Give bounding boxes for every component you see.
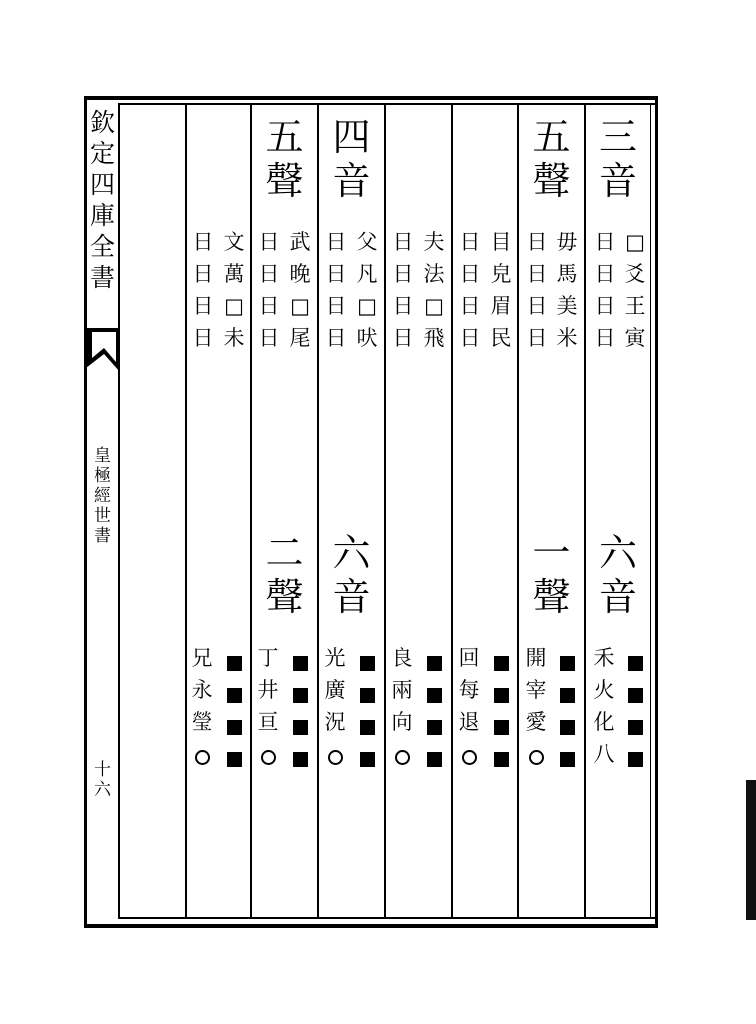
column-heading-char: 音	[598, 159, 637, 203]
syllable-char: 吠	[356, 326, 378, 350]
column-5-head2	[319, 531, 384, 622]
blank-square-mark	[227, 656, 242, 671]
column-heading-char: 三	[598, 115, 637, 159]
column-4-upper-b	[388, 232, 418, 360]
blank-square-mark	[427, 688, 442, 703]
syllable-char: 況	[324, 710, 346, 734]
column-3-lower-b	[453, 648, 485, 771]
right-border-inner	[650, 103, 651, 919]
page-number	[87, 762, 118, 802]
column-rule	[250, 103, 252, 919]
syllable-char: □	[357, 294, 377, 318]
section-title-char: 世	[94, 506, 111, 526]
column-heading-char: 音	[598, 575, 637, 619]
top-border-inner	[118, 103, 658, 105]
syllable-char: 丁	[257, 646, 279, 670]
column-heading-char: 六	[332, 531, 371, 575]
syllable-char: 萬	[223, 262, 245, 286]
column-3-upper-a	[486, 232, 516, 360]
bottom-border-inner	[118, 917, 658, 919]
syllable-char: 日	[392, 326, 414, 350]
column-2-lower-b	[520, 648, 552, 771]
syllable-char: 米	[556, 326, 578, 350]
syllable-char: 日	[192, 262, 214, 286]
syllable-char: 日	[392, 262, 414, 286]
column-rule	[517, 103, 519, 919]
blank-square-mark	[360, 656, 375, 671]
blank-square-mark	[628, 720, 643, 735]
blank-square-mark	[494, 656, 509, 671]
blank-square-mark	[560, 688, 575, 703]
syllable-char: 兩	[391, 678, 413, 702]
column-2-head2	[519, 531, 584, 622]
syllable-char: 武	[289, 230, 311, 254]
syllable-char: 向	[391, 710, 413, 734]
column-5-lower-b	[319, 648, 351, 771]
blank-square-mark	[560, 752, 575, 767]
syllable-char: 宰	[525, 678, 547, 702]
column-heading-char: 聲	[532, 159, 571, 203]
column-heading-char: 一	[532, 531, 571, 575]
empty-circle-mark	[261, 750, 276, 765]
column-heading-char: 音	[332, 575, 371, 619]
syllable-char: 日	[325, 294, 347, 318]
fish-tail-mark-icon	[86, 328, 120, 372]
column-2-upper-b	[522, 232, 552, 360]
syllable-char: 美	[556, 294, 578, 318]
syllable-char: □	[290, 294, 310, 318]
column-1-upper-a	[620, 232, 650, 360]
column-7-upper-a	[219, 232, 249, 360]
column-heading-char: 二	[265, 531, 304, 575]
syllable-char: 日	[594, 262, 616, 286]
blank-square-mark	[293, 688, 308, 703]
book-title-char: 書	[89, 263, 115, 292]
blank-square-mark	[360, 752, 375, 767]
column-6-upper-b	[254, 232, 284, 360]
syllable-char: 開	[525, 646, 547, 670]
column-heading-char: 音	[332, 159, 371, 203]
syllable-char: 八	[593, 742, 615, 766]
column-4-lower-a	[419, 648, 449, 776]
column-7-lower-b	[186, 648, 218, 771]
column-heading-char: 五	[265, 115, 304, 159]
section-title-char: 極	[94, 466, 111, 486]
empty-circle-mark	[529, 750, 544, 765]
syllable-char: 廣	[324, 678, 346, 702]
empty-circle-mark	[328, 750, 343, 765]
column-4-upper-a	[419, 232, 449, 360]
syllable-char: 日	[192, 326, 214, 350]
syllable-char: 法	[423, 262, 445, 286]
syllable-char: 光	[324, 646, 346, 670]
syllable-char: 化	[593, 710, 615, 734]
syllable-char: 日	[459, 294, 481, 318]
column-1-head2	[586, 531, 650, 622]
book-title	[87, 110, 118, 296]
column-6-lower-a	[285, 648, 315, 776]
column-5-lower-a	[352, 648, 382, 776]
column-3-upper-b	[455, 232, 485, 360]
column-5-upper-b	[321, 232, 351, 360]
syllable-char: 回	[458, 646, 480, 670]
column-heading-char: 聲	[265, 159, 304, 203]
column-6-head	[252, 115, 317, 206]
column-rule	[185, 103, 187, 919]
syllable-char: 日	[325, 326, 347, 350]
page-edge-shadow	[746, 780, 756, 920]
syllable-char: 飛	[423, 326, 445, 350]
empty-circle-mark	[395, 750, 410, 765]
syllable-char: □	[424, 294, 444, 318]
blank-square-mark	[628, 688, 643, 703]
section-title	[87, 448, 118, 548]
syllable-char: 毋	[556, 230, 578, 254]
syllable-char: 日	[192, 294, 214, 318]
column-5-head	[319, 115, 384, 206]
book-title-char: 四	[89, 170, 115, 199]
book-title-char: 全	[89, 232, 115, 261]
syllable-char: 日	[459, 326, 481, 350]
syllable-char: 爻	[624, 262, 646, 286]
column-heading-char: 五	[532, 115, 571, 159]
column-7-lower-a	[219, 648, 249, 776]
syllable-char: 日	[392, 294, 414, 318]
syllable-char: 民	[490, 326, 512, 350]
column-heading-char: 聲	[265, 575, 304, 619]
syllable-char: 日	[526, 294, 548, 318]
syllable-char: 日	[526, 230, 548, 254]
column-6-lower-b	[252, 648, 284, 771]
blank-square-mark	[293, 656, 308, 671]
right-border-outer	[655, 96, 658, 928]
blank-square-mark	[560, 720, 575, 735]
column-rule	[584, 103, 586, 919]
syllable-char: 日	[459, 262, 481, 286]
syllable-char: 目	[490, 230, 512, 254]
blank-square-mark	[227, 720, 242, 735]
syllable-char: 日	[325, 262, 347, 286]
syllable-char: 每	[458, 678, 480, 702]
column-2-head	[519, 115, 584, 206]
column-3-lower-a	[486, 648, 516, 776]
column-7-upper-b	[188, 232, 218, 360]
syllable-char: 寅	[624, 326, 646, 350]
column-4-lower-b	[386, 648, 418, 771]
syllable-char: 父	[356, 230, 378, 254]
syllable-char: 王	[624, 294, 646, 318]
column-1-lower-a	[620, 648, 650, 776]
blank-square-mark	[360, 688, 375, 703]
column-6-head2	[252, 531, 317, 622]
section-title-char: 皇	[94, 446, 111, 466]
syllable-char: 未	[223, 326, 245, 350]
blank-square-mark	[628, 656, 643, 671]
blank-square-mark	[628, 752, 643, 767]
blank-square-mark	[427, 752, 442, 767]
syllable-char: 日	[258, 294, 280, 318]
column-heading-char: 四	[332, 115, 371, 159]
syllable-char: 日	[325, 230, 347, 254]
column-5-upper-a	[352, 232, 382, 360]
empty-circle-mark	[462, 750, 477, 765]
section-title-char: 書	[94, 526, 111, 546]
syllable-char: 愛	[525, 710, 547, 734]
column-1-head	[586, 115, 650, 206]
syllable-char: 日	[258, 230, 280, 254]
syllable-char: 日	[526, 326, 548, 350]
syllable-char: 日	[459, 230, 481, 254]
syllable-char: 夫	[423, 230, 445, 254]
syllable-char: 良	[391, 646, 413, 670]
blank-square-mark	[360, 720, 375, 735]
syllable-char: 兄	[191, 646, 213, 670]
book-title-char: 欽	[89, 108, 115, 137]
blank-square-mark	[427, 720, 442, 735]
margin-divider	[118, 103, 120, 919]
syllable-char: 亘	[257, 710, 279, 734]
syllable-char: 日	[258, 326, 280, 350]
syllable-char: 井	[257, 678, 279, 702]
bottom-border-outer	[84, 924, 658, 928]
syllable-char: □	[224, 294, 244, 318]
column-1-lower-b	[588, 648, 620, 776]
syllable-char: 日	[392, 230, 414, 254]
book-title-char: 庫	[89, 201, 115, 230]
blank-square-mark	[293, 752, 308, 767]
column-6-upper-a	[285, 232, 315, 360]
page-number-char: 六	[94, 780, 111, 800]
syllable-char: 火	[593, 678, 615, 702]
column-1-upper-b	[590, 232, 620, 360]
blank-square-mark	[560, 656, 575, 671]
syllable-char: 日	[594, 294, 616, 318]
syllable-char: 尾	[289, 326, 311, 350]
column-rule	[317, 103, 319, 919]
column-rule	[451, 103, 453, 919]
syllable-char: 日	[594, 230, 616, 254]
book-title-char: 定	[89, 139, 115, 168]
section-title-char: 經	[94, 486, 111, 506]
blank-square-mark	[427, 656, 442, 671]
blank-square-mark	[494, 688, 509, 703]
top-border-outer	[84, 96, 658, 100]
blank-square-mark	[494, 720, 509, 735]
blank-square-mark	[494, 752, 509, 767]
empty-circle-mark	[195, 750, 210, 765]
blank-square-mark	[227, 752, 242, 767]
syllable-char: 馬	[556, 262, 578, 286]
syllable-char: 皃	[490, 262, 512, 286]
syllable-char: 文	[223, 230, 245, 254]
column-2-lower-a	[552, 648, 582, 776]
syllable-char: 日	[526, 262, 548, 286]
syllable-char: 日	[192, 230, 214, 254]
column-heading-char: 聲	[532, 575, 571, 619]
syllable-char: 瑩	[191, 710, 213, 734]
syllable-char: 日	[258, 262, 280, 286]
syllable-char: 禾	[593, 646, 615, 670]
syllable-char: 眉	[490, 294, 512, 318]
syllable-char: 退	[458, 710, 480, 734]
syllable-char: 日	[594, 326, 616, 350]
column-rule	[384, 103, 386, 919]
syllable-char: 凡	[356, 262, 378, 286]
syllable-char: □	[625, 230, 645, 254]
column-2-upper-a	[552, 232, 582, 360]
syllable-char: 永	[191, 678, 213, 702]
page-number-char: 十	[94, 760, 111, 780]
column-heading-char: 六	[598, 531, 637, 575]
syllable-char: 晚	[289, 262, 311, 286]
blank-square-mark	[227, 688, 242, 703]
blank-square-mark	[293, 720, 308, 735]
